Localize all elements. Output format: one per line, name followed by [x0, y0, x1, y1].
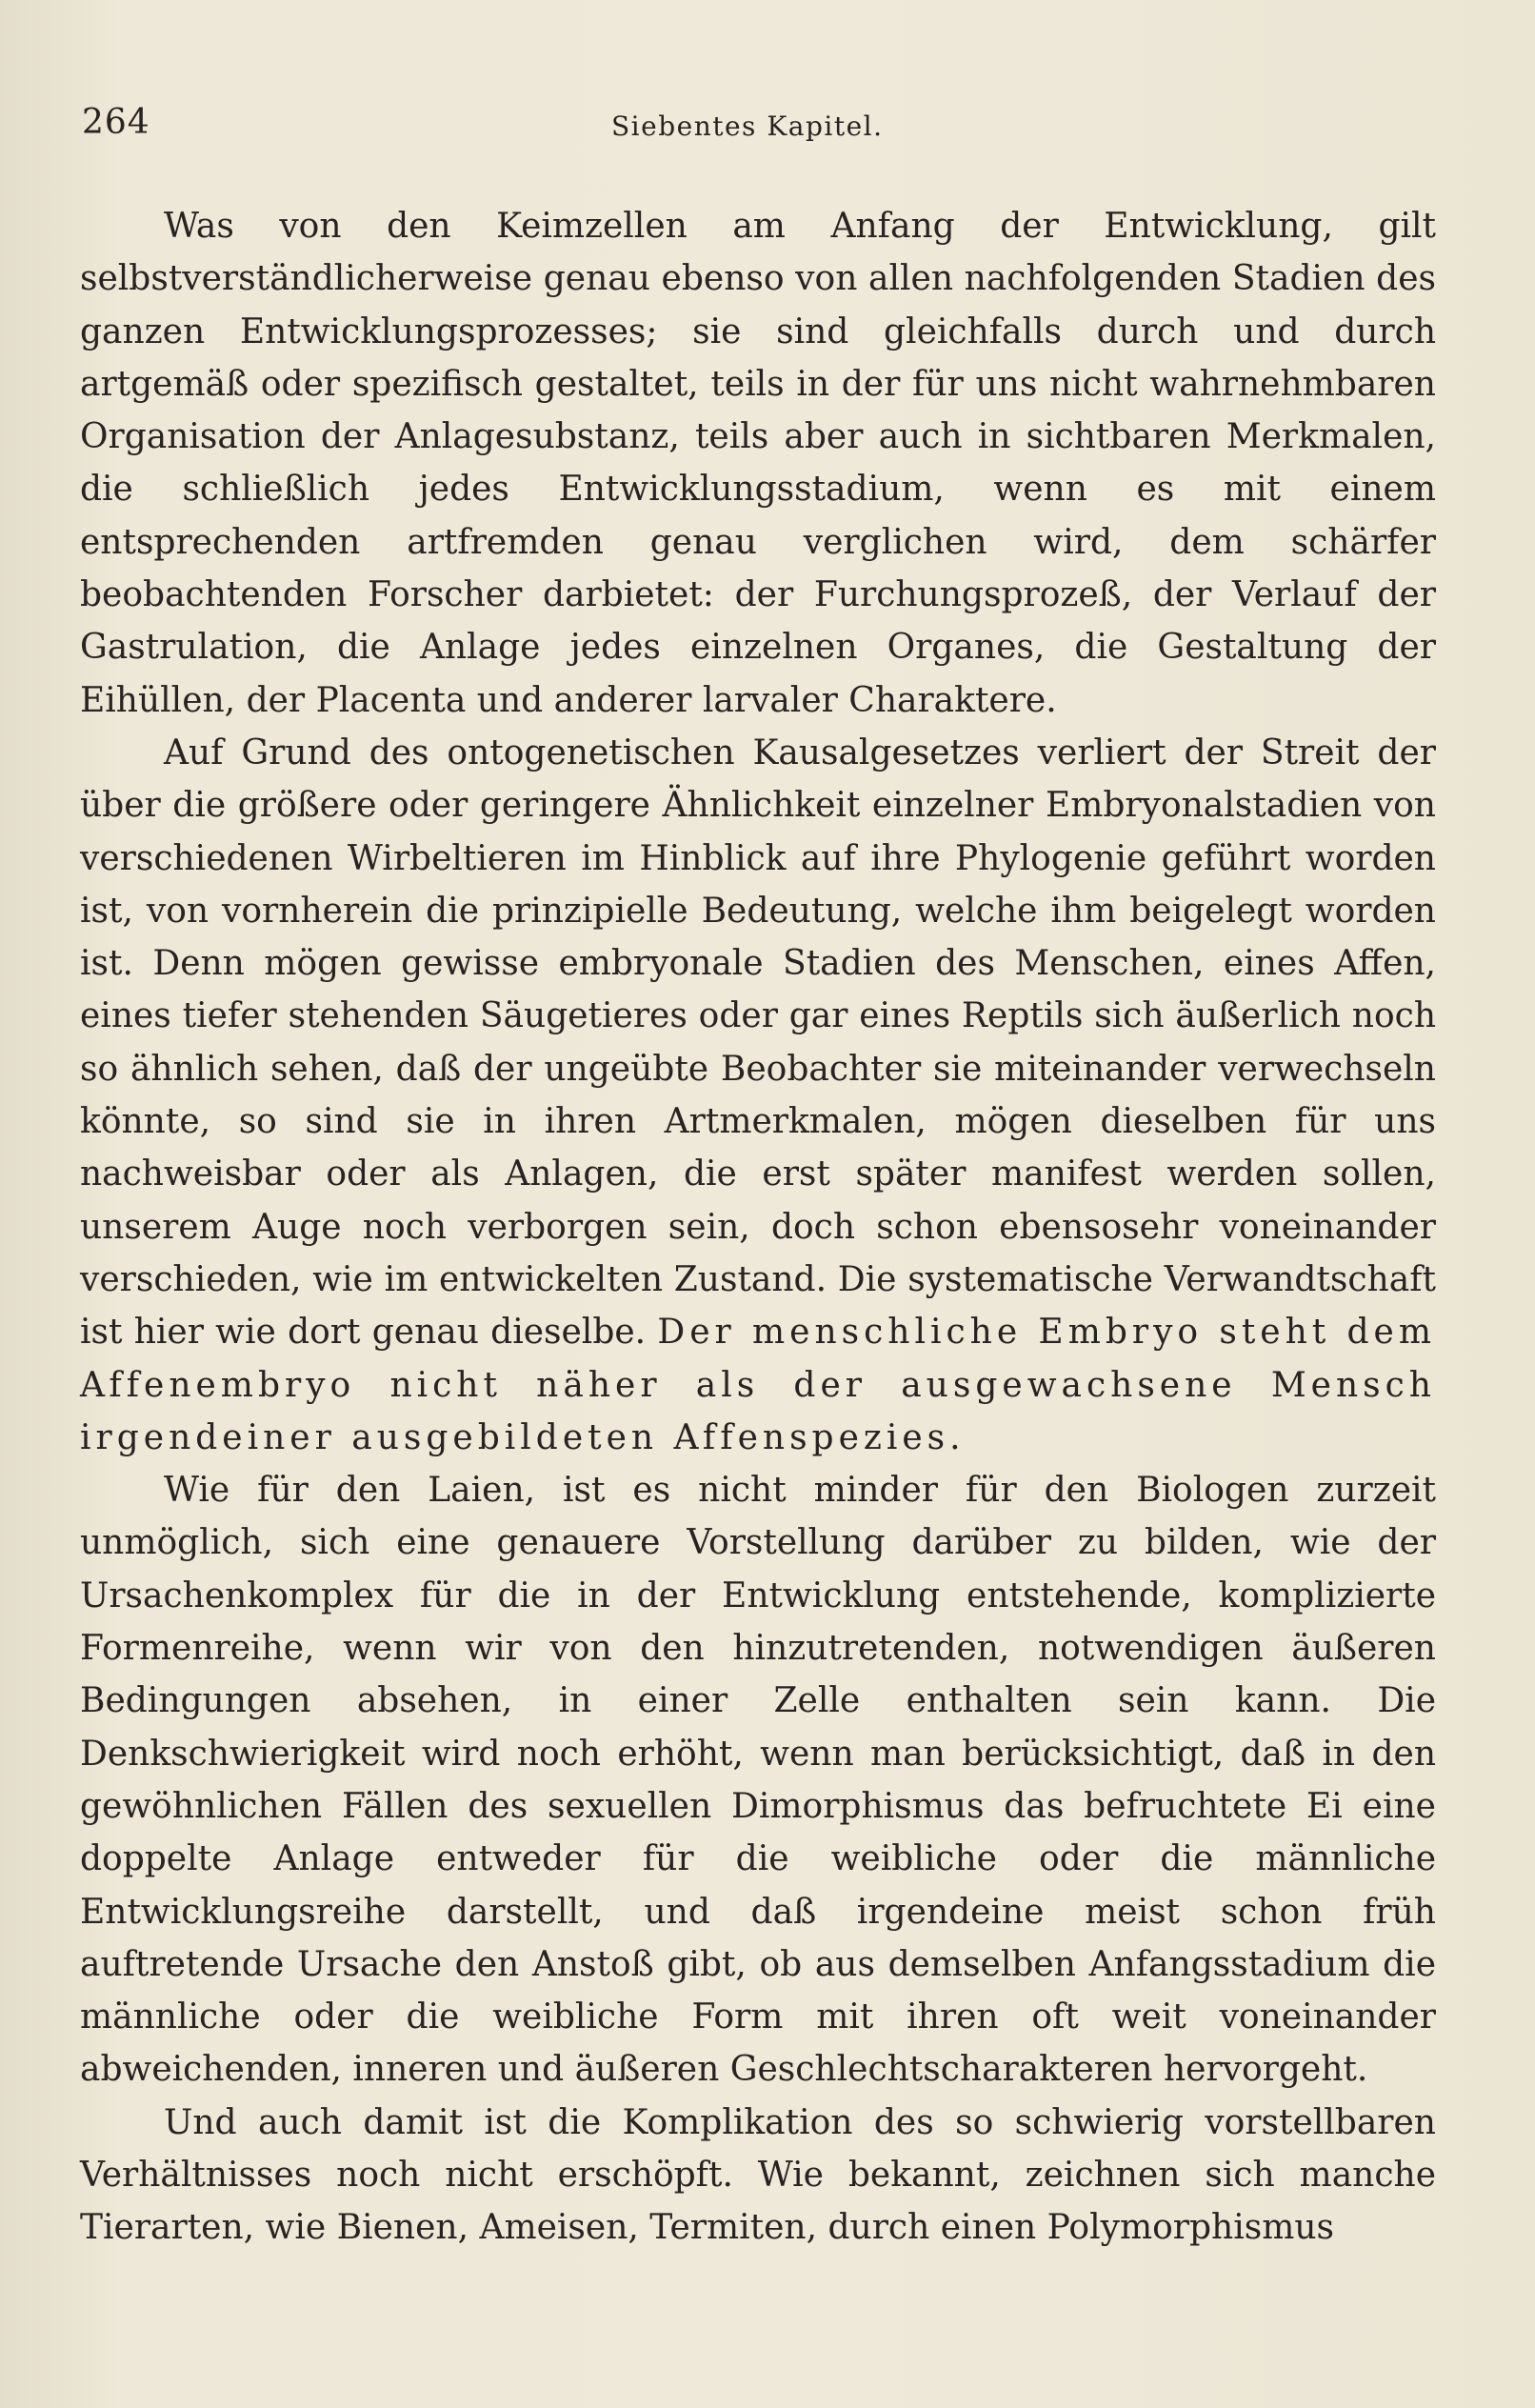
page-number: 264 — [82, 103, 150, 142]
running-title: Siebentes Kapitel. — [611, 110, 884, 142]
paragraph-1-text: Was von den Keimzellen am Anfang der Entwicklung, gilt selbstverständlicherweise genau ebenso von allen nachfolgenden Stadien des ganzen Entwicklungsprozesses; sie sind gleichfalls durch und durch artgemäß oder spezifisch gestaltet, teils in der für uns nicht wahrnehmbaren Organisation der Anlagesubstanz, teils aber auch in sichtbaren Merkmalen, die schließlich jedes Entwicklungsstadium, wenn es mit einem entsprechenden artfremden genau verglichen wird, dem schärfer beobachtenden Forscher darbietet: der Furchungsprozeß, der Verlauf der Gastrulation, die Anlage jedes einzelnen Organes, die Gestaltung der Eihüllen, der Placenta und anderer larvaler Charaktere. — [80, 207, 1436, 720]
paragraph-1 — [80, 200, 1436, 727]
paragraph-4 — [80, 2097, 1436, 2255]
paragraph-2-text: Auf Grund des ontogenetischen Kausalgesetzes verliert der Streit der über die größere oder geringere Ähnlichkeit einzelner Embryonalstadien von verschiedenen Wirbeltieren im Hinblick auf ihre Phylogenie geführt worden ist, von vornherein die prinzipielle Bedeutung, welche ihm beigelegt worden ist. Denn mögen gewisse embryonale Stadien des Menschen, eines Affen, eines tiefer stehenden Säugetieres oder gar eines Reptils sich äußerlich noch so ähnlich sehen, daß der ungeübte Beobachter sie miteinander verwechseln könnte, so sind sie in ihren Artmerkmalen, mögen dieselben für uns nachweisbar oder als Anlagen, die erst später manifest werden sollen, unserem Auge noch verborgen sein, doch schon ebensosehr voneinander verschieden, wie im entwickelten Zustand. Die systematische Verwandtschaft ist hier wie dort genau dieselbe. — [80, 732, 1436, 1353]
page-header — [82, 103, 1434, 160]
paragraph-2 — [80, 727, 1436, 1464]
paragraph-3-text: Wie für den Laien, ist es nicht minder für den Biologen zurzeit unmöglich, sich eine genauere Vorstellung darüber zu bilden, wie der Ursachenkomplex für die in der Entwicklung entstehende, komplizierte Formenreihe, wenn wir von den hinzutretenden, notwendigen äußeren Bedingungen absehen, in einer Zelle enthalten sein kann. Die Denkschwierigkeit wird noch erhöht, wenn man berücksichtigt, daß in den gewöhnlichen Fällen des sexuellen Dimorphismus das befruchtete Ei eine doppelte Anlage entweder für die weibliche oder die männliche Entwicklungsreihe darstellt, und daß irgendeine meist schon früh auftretende Ursache den Anstoß gibt, ob aus demselben Anfangsstadium die männliche oder die weibliche Form mit ihren oft weit voneinander abweichenden, inneren und äußeren Geschlechtscharakteren hervorgeht. — [80, 1471, 1436, 2090]
paragraph-4-text: Und auch damit ist die Komplikation des so schwierig vorstellbaren Verhältnisses noch nicht erschöpft. Wie bekannt, zeichnen sich manche Tierarten, wie Bienen, Ameisen, Termiten, durch einen Polymorphismus — [80, 2102, 1436, 2248]
paragraph-2-emphasis: Der menschliche Embryo steht dem Affenembryo nicht näher als der ausgewachsene Mensch irgendeiner ausgebildeten Affenspezies. — [80, 1313, 1436, 1457]
paragraph-3 — [80, 1464, 1436, 2097]
body-text — [80, 200, 1436, 2255]
